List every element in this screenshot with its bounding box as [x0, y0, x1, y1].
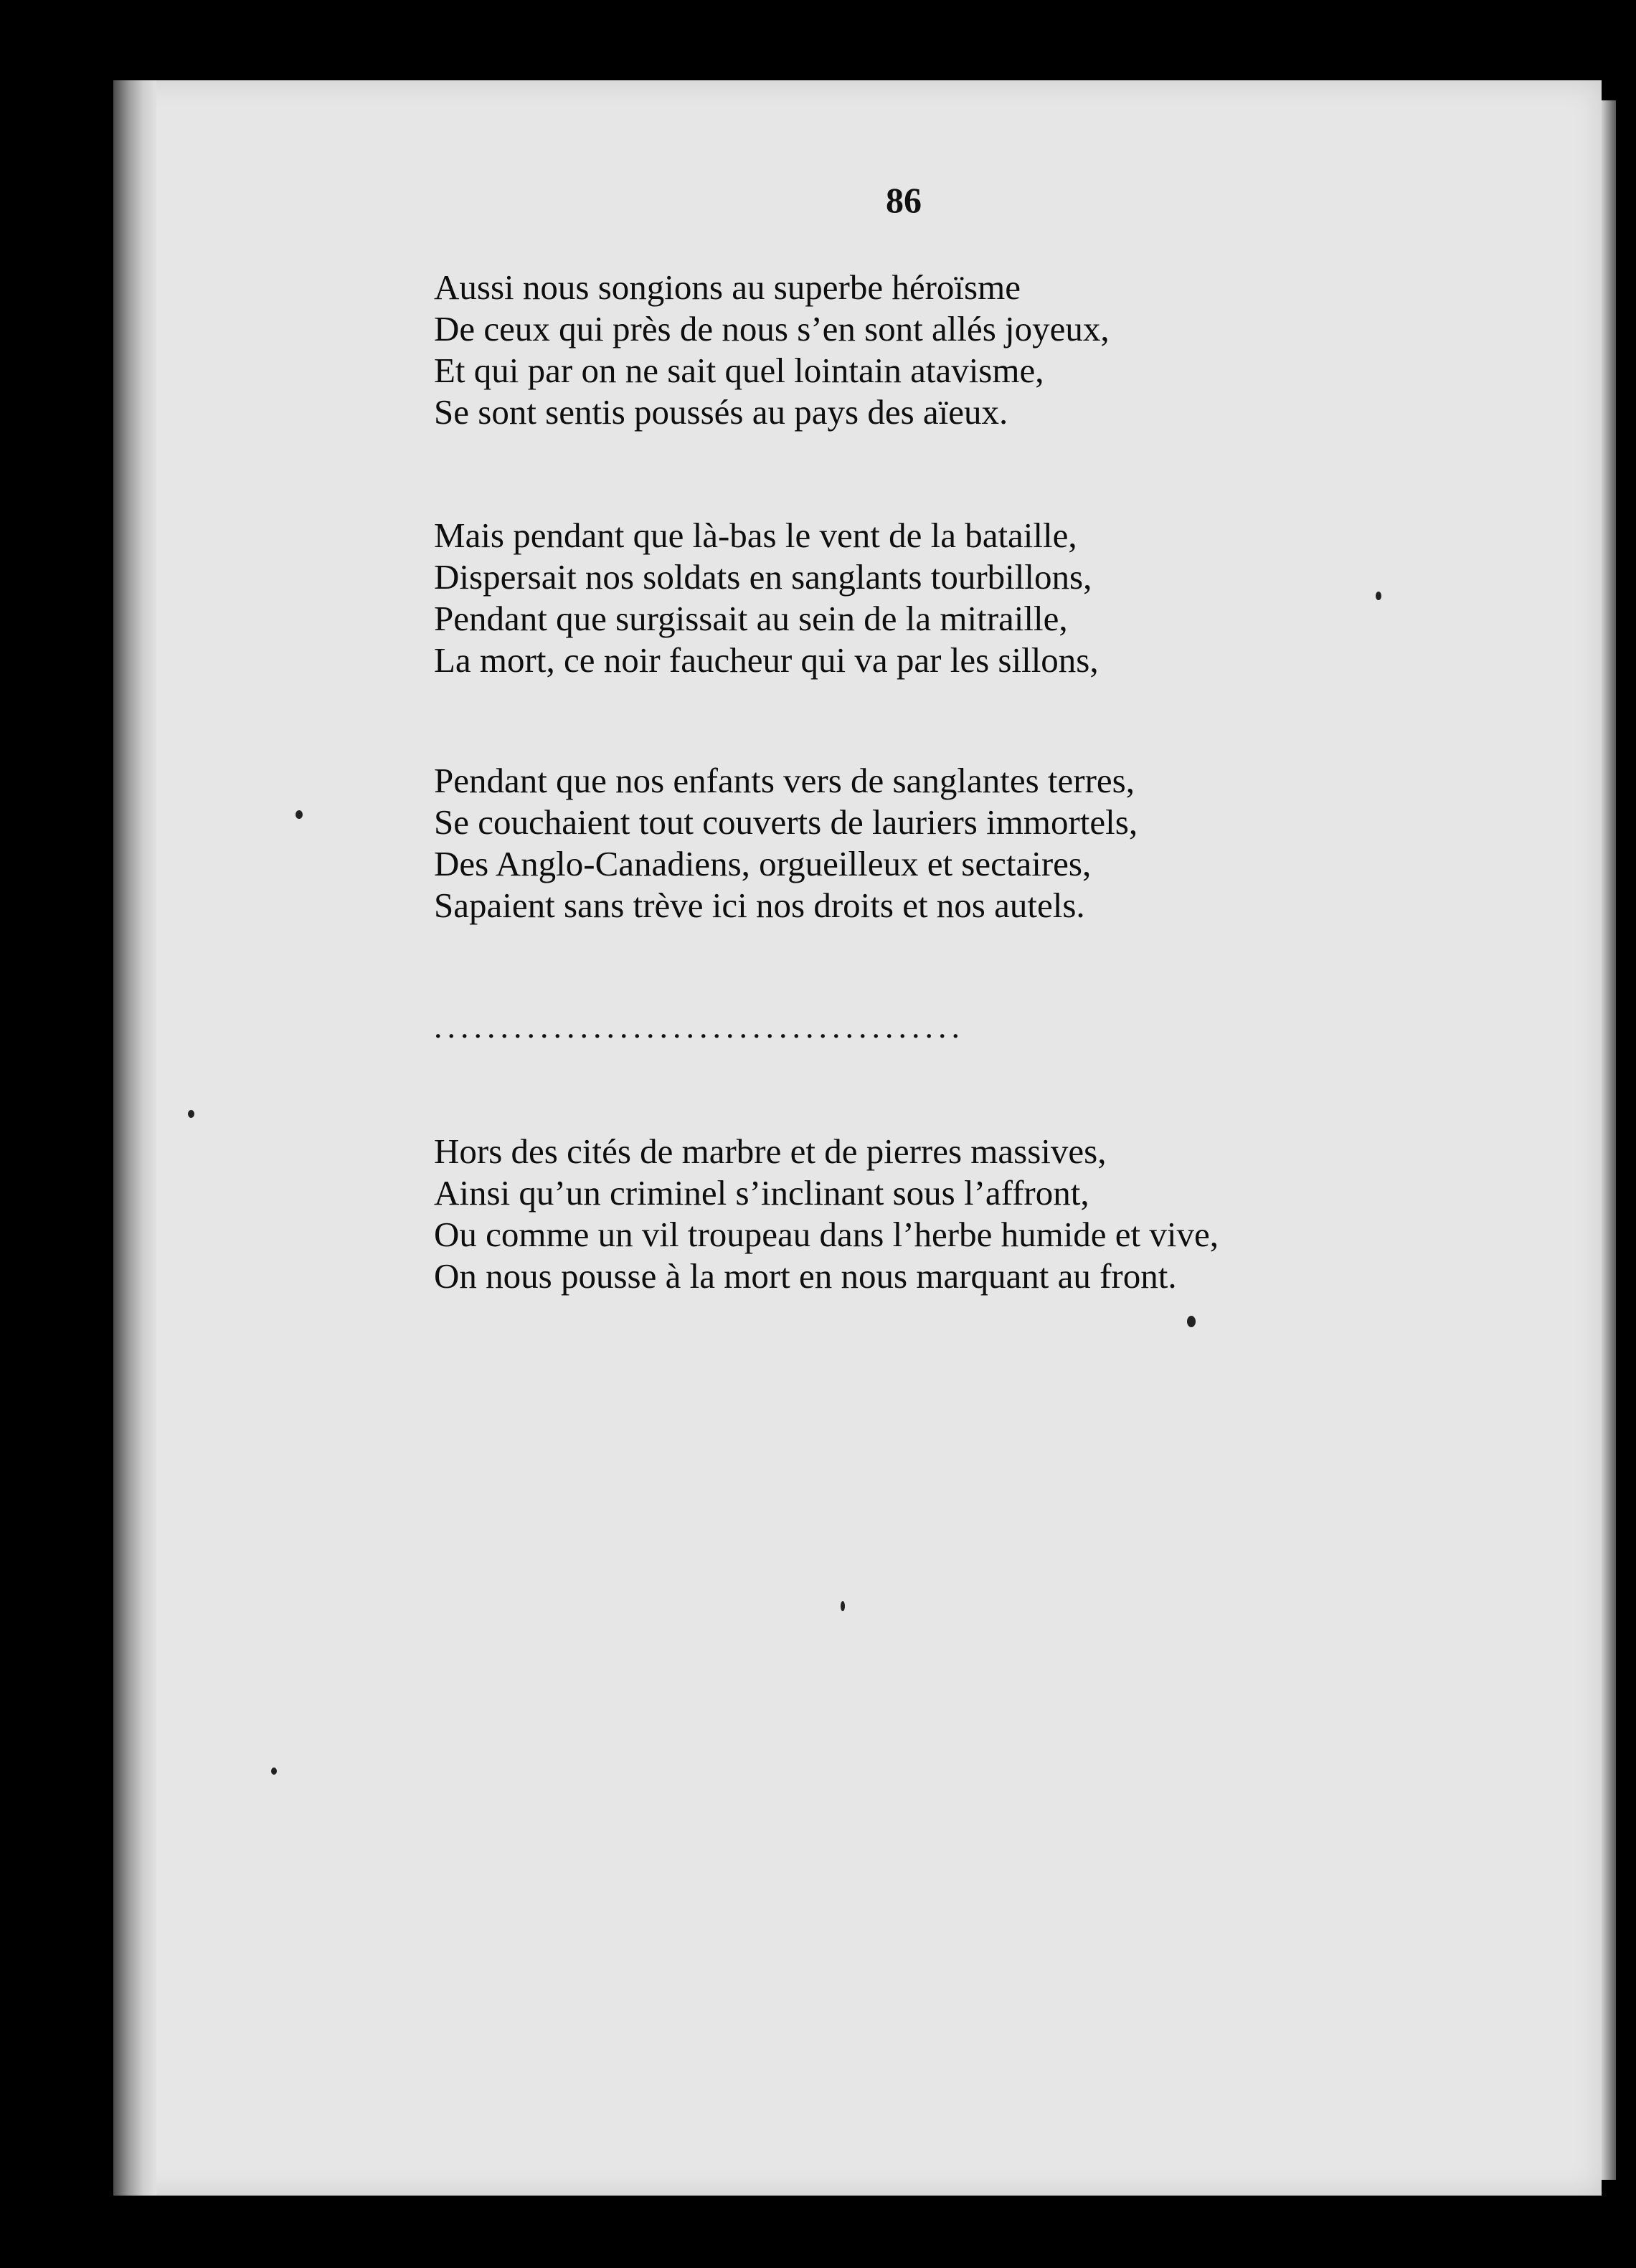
dotted-separator: ........................................: [434, 1008, 965, 1045]
verse-line: Ou comme un vil troupeau dans l’herbe humide et vive,: [434, 1215, 1219, 1254]
book-spine: [113, 80, 156, 2196]
scan-speck: [188, 1110, 194, 1118]
verse-line: La mort, ce noir faucheur qui va par les sillons,: [434, 640, 1099, 680]
scan-speck: [841, 1601, 845, 1611]
verse-line: Dispersait nos soldats en sanglants tourbillons,: [434, 557, 1092, 597]
scan-speck: [1376, 592, 1381, 600]
verse-line: De ceux qui près de nous s’en sont allés joyeux,: [434, 309, 1110, 348]
page-number: 86: [886, 180, 922, 220]
verse-line: Aussi nous songions au superbe héroïsme: [434, 267, 1021, 307]
verse-line: On nous pousse à la mort en nous marquant au front.: [434, 1256, 1177, 1296]
stanza-2: [434, 515, 1099, 681]
verse-line: Et qui par on ne sait quel lointain atavisme,: [434, 351, 1044, 390]
scan-speck: [1187, 1316, 1196, 1327]
verse-line: Pendant que surgissait au sein de la mitraille,: [434, 599, 1068, 638]
verse-line: Pendant que nos enfants vers de sanglantes terres,: [434, 761, 1135, 800]
verse-line: Sapaient sans trève ici nos droits et nos autels.: [434, 886, 1085, 925]
verse-line: Hors des cités de marbre et de pierres massives,: [434, 1131, 1107, 1171]
verse-line: Des Anglo-Canadiens, orgueilleux et sectaires,: [434, 844, 1092, 883]
stanza-4: [434, 1131, 1219, 1297]
verse-line: Ainsi qu’un criminel s’inclinant sous l’affront,: [434, 1173, 1089, 1213]
scan-speck: [295, 810, 303, 819]
verse-line: Se couchaient tout couverts de lauriers immortels,: [434, 802, 1138, 842]
stanza-3: [434, 760, 1138, 926]
facing-page-edge: [1602, 100, 1616, 2180]
verse-line: Se sont sentis poussés au pays des aïeux.: [434, 392, 1008, 432]
verse-line: Mais pendant que là-bas le vent de la bataille,: [434, 516, 1077, 555]
stanza-1: [434, 267, 1110, 433]
scan-speck: [271, 1768, 277, 1775]
